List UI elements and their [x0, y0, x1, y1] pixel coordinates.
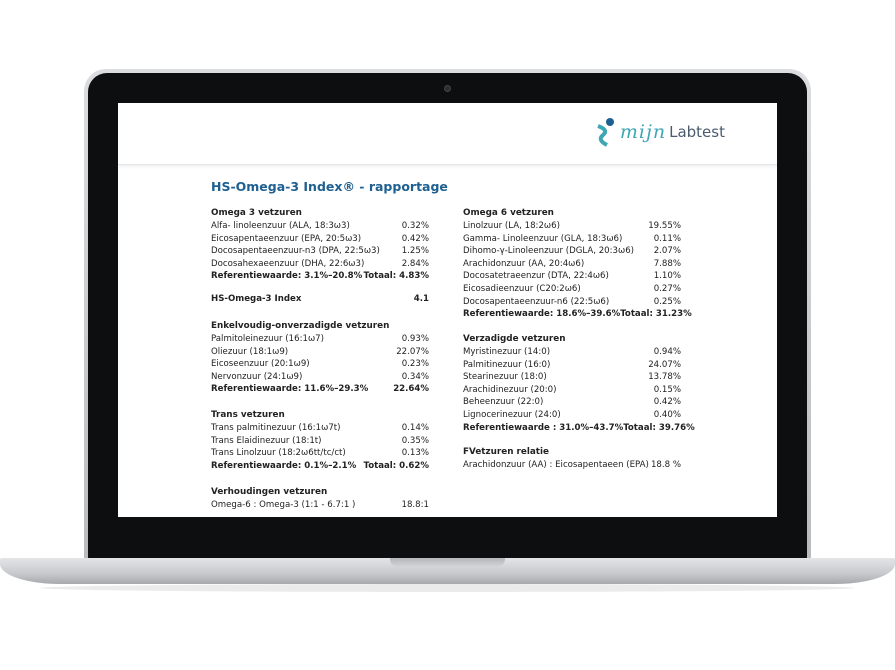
section-heading: Verhoudingen vetzuren — [211, 487, 328, 497]
row-label: Lignocerinezuur (24:0) — [463, 409, 561, 420]
row-label: Docosatetraeenzur (DTA, 22:4ω6) — [463, 271, 609, 282]
row-value: 0.42% — [653, 397, 681, 408]
table-row — [463, 270, 681, 283]
reference-value: Referentiewaarde: 18.6%–39.6% — [463, 309, 621, 320]
section — [211, 293, 429, 306]
row-value: 2.07% — [653, 246, 681, 257]
total-value: 22.64% — [393, 384, 429, 395]
table-row — [211, 422, 429, 435]
table-row — [463, 220, 681, 233]
row-label: Docosapentaeenzuur-n3 (DPA, 22:5ω3) — [211, 246, 380, 257]
row-label: Docosapentaeenzuur-n6 (22:5ω6) — [463, 296, 610, 307]
row-value: 0.11% — [653, 233, 681, 244]
summary-row — [463, 308, 692, 321]
row-value: 0.40% — [653, 409, 681, 420]
row-label: Trans Linolzuur (18:2ω6tt/tc/ct) — [211, 448, 346, 459]
total-value: Totaal: 0.62% — [363, 460, 429, 471]
row-value: 13.78% — [648, 372, 681, 383]
table-row — [211, 220, 429, 233]
row-value: 1.25% — [401, 246, 429, 257]
laptop-screen — [118, 103, 777, 517]
table-row — [463, 396, 681, 409]
row-value: 0.15% — [653, 384, 681, 395]
table-row — [463, 384, 681, 397]
row-value: 0.25% — [653, 296, 681, 307]
row-label: Omega-6 : Omega-3 (1:1 - 6.7:1 ) — [211, 500, 356, 510]
section — [211, 319, 429, 396]
table-row — [211, 233, 429, 246]
logo-text: Labtest — [669, 123, 725, 141]
row-value: 18.8 % — [650, 460, 681, 470]
row-label: Oliezuur (18:1ω9) — [211, 346, 289, 357]
webcam — [444, 85, 451, 92]
row-value: 1.10% — [653, 271, 681, 282]
section-heading: Trans vetzuren — [211, 410, 285, 420]
row-value: 0.23% — [401, 359, 429, 370]
table-row — [463, 233, 681, 246]
row-value: 2.84% — [401, 258, 429, 269]
section-heading: FVetzuren relatie — [463, 447, 549, 457]
section-heading: Verzadigde vetzuren — [463, 334, 566, 344]
row-value: 7.88% — [653, 258, 681, 269]
table-row — [211, 371, 429, 384]
section — [211, 408, 429, 472]
page-title: HS-Omega-3 Index® - rapportage — [211, 179, 448, 194]
row-label: Gamma- Linoleenzuur (GLA, 18:3ω6) — [463, 233, 623, 244]
table-row — [463, 245, 681, 258]
table-row — [211, 346, 429, 359]
reference-value: HS-Omega-3 Index — [211, 294, 302, 304]
summary-row — [463, 422, 695, 435]
row-value: 0.14% — [401, 423, 429, 433]
logo-script: mijn — [619, 121, 667, 143]
table-row — [463, 359, 681, 372]
row-label: Nervonzuur (24:1ω9) — [211, 371, 303, 382]
table-row — [463, 258, 681, 271]
row-label: Trans palmitinezuur (16:1ω7t) — [211, 423, 341, 433]
table-row — [211, 435, 429, 448]
row-value: 0.42% — [401, 233, 429, 244]
row-label: Arachidonzuur (AA) : Eicosapentaeen (EPA) — [463, 460, 649, 470]
reference-value: Referentiewaarde: 0.1%–2.1% — [211, 460, 357, 471]
row-label: Myristinezuur (14:0) — [463, 347, 551, 357]
row-label: Arachidinezuur (20:0) — [463, 384, 557, 395]
row-value: 22.07% — [396, 346, 429, 357]
section — [211, 206, 429, 283]
row-label: Beheenzuur (22:0) — [463, 397, 544, 408]
row-value: 0.34% — [401, 371, 429, 382]
total-value: Totaal: 4.83% — [363, 271, 429, 282]
total-value: Totaal: 39.76% — [623, 422, 695, 433]
summary-row — [211, 270, 429, 283]
table-row — [211, 333, 429, 346]
row-label: Eicosadieenzuur (C20:2ω6) — [463, 283, 581, 294]
section — [463, 445, 681, 472]
row-label: Stearinezuur (18:0) — [463, 372, 547, 383]
row-label: Palmitinezuur (16:0) — [463, 359, 551, 370]
table-row — [463, 459, 681, 472]
row-value: 0.13% — [401, 448, 429, 459]
reference-value: Referentiewaarde : 31.0%–43.7% — [463, 422, 624, 433]
table-row — [211, 499, 429, 512]
table-row — [463, 296, 681, 309]
row-value: 0.94% — [653, 347, 681, 357]
row-label: Dihomo-γ-Linoleenzuur (DGLA, 20:3ω6) — [463, 246, 635, 257]
row-label: Eicoseenzuur (20:1ω9) — [211, 359, 310, 370]
row-value: 18.8:1 — [401, 500, 429, 510]
table-row — [463, 283, 681, 296]
summary-row — [211, 383, 429, 396]
section — [211, 485, 429, 512]
reference-value: Referentiewaarde: 11.6%–29.3% — [211, 384, 369, 395]
row-label: Alfa- linoleenzuur (ALA, 18:3ω3) — [211, 221, 350, 231]
row-value: 24.07% — [648, 359, 681, 370]
table-row — [211, 447, 429, 460]
laptop-notch — [390, 558, 505, 567]
summary-row — [211, 293, 429, 306]
section — [463, 332, 695, 434]
total-value: Totaal: 31.23% — [620, 309, 692, 320]
laptop-shadow — [40, 584, 855, 592]
row-label: Palmitoleinezuur (16:1ω7) — [211, 334, 324, 344]
reference-value: Referentiewaarde: 3.1%–20.8% — [211, 271, 363, 282]
row-label: Eicosapentaeenzuur (EPA, 20:5ω3) — [211, 233, 362, 244]
section-heading: Omega 6 vetzuren — [463, 208, 554, 218]
table-row — [463, 371, 681, 384]
row-value: 0.27% — [653, 283, 681, 294]
row-value: 0.32% — [401, 221, 429, 231]
row-value: 0.35% — [401, 435, 429, 446]
summary-row — [211, 460, 429, 473]
report-header — [118, 103, 777, 165]
section-heading: Omega 3 vetzuren — [211, 208, 302, 218]
row-label: Linolzuur (LA, 18:2ω6) — [463, 221, 560, 231]
table-row — [211, 258, 429, 271]
mijn-labtest-logo — [595, 117, 725, 147]
row-label: Arachidonzuur (AA, 20:4ω6) — [463, 258, 585, 269]
table-row — [463, 409, 681, 422]
row-value: 19.55% — [648, 221, 681, 231]
row-label: Docosahexaeenzuur (DHA, 22:6ω3) — [211, 258, 365, 269]
row-value: 0.93% — [401, 334, 429, 344]
table-row — [211, 358, 429, 371]
table-row — [211, 245, 429, 258]
section-heading: Enkelvoudig-onverzadigde vetzuren — [211, 321, 390, 331]
row-label: Trans Elaidinezuur (18:1t) — [211, 435, 322, 446]
dna-logo-icon — [595, 117, 617, 147]
table-row — [463, 346, 681, 359]
section — [463, 206, 692, 321]
total-value: 4.1 — [413, 294, 429, 304]
